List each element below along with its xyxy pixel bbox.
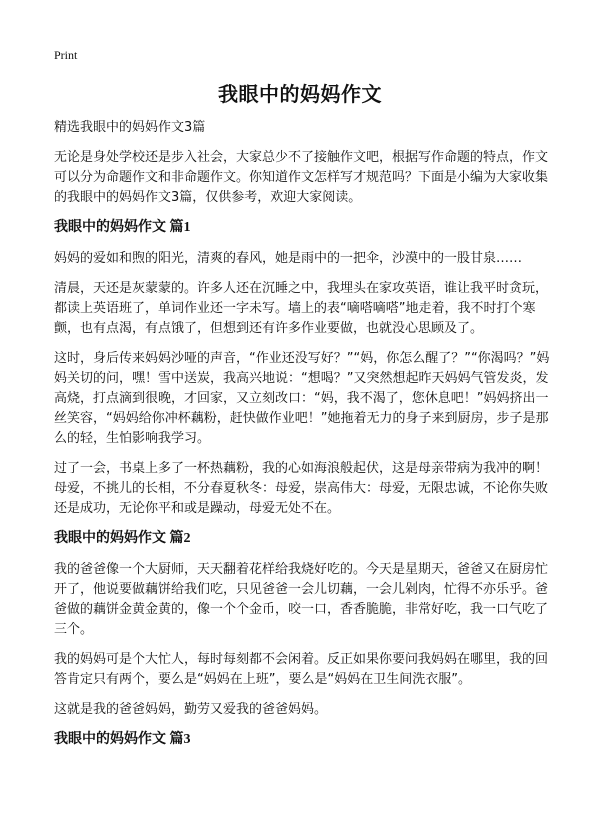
subtitle: 精选我眼中的妈妈作文3篇 [54,120,206,135]
paragraph: 我的妈妈可是个大忙人，每时每刻都不会闲着。反正如果你要问我妈妈在哪里，我的回答肯定只有两个，要么是“妈妈在上班”，要么是“妈妈在卫生间洗衣服”。 [54,652,549,687]
intro-paragraph: 无论是身处学校还是步入社会，大家总少不了接触作文吧，根据写作命题的特点，作文可以分为命题作文和非命题作文。你知道作文怎样写才规范吗？下面是小编为大家收集的我眼中的妈妈作文3篇，仅供参考，欢迎大家阅读。 [54,150,549,205]
paragraph: 这时，身后传来妈妈沙哑的声音，“作业还没写好？”“妈，你怎么醒了？”“你渴吗？”妈妈关切的问，嘿！雪中送炭，我高兴地说：“想喝？”又突然想起昨天妈妈气管发炎，发高烧，打点滴到很晚，才回家，又立刻改口：“妈，我不渴了，您休息吧！”妈妈挤出一丝笑容，“妈妈给你冲杯藕粉，赶快做作业吧！”她拖着无力的身子来到厨房，步子是那么的轻，生怕影响我学习。 [54,351,550,446]
section-heading: 我眼中的妈妈作文 篇2 [54,531,191,546]
paragraph: 我的爸爸像一个大厨师，天天翻着花样给我烧好吃的。今天是星期天，爸爸又在厨房忙开了，他说要做藕饼给我们吃，只见爸爸一会儿切藕，一会儿剁肉，忙得不亦乐乎。爸爸做的藕饼金黄金黄的，像一个个金币，咬一口，香香脆脆，非常好吃，我一口气吃了三个。 [54,562,549,637]
paragraph: 妈妈的爱如和煦的阳光，清爽的春风，她是雨中的一把伞，沙漠中的一股甘泉…… [54,251,523,266]
paragraph: 清晨，天还是灰蒙蒙的。许多人还在沉睡之中，我埋头在家攻英语，谁让我平时贪玩，都读上英语班了，单词作业还一字未写。墙上的表“嘀嗒嘀嗒”地走着，我不时打个寒颤，也有点渴，有点饿了，但想到还有许多作业要做，也就没心思顾及了。 [54,281,549,336]
section-heading: 我眼中的妈妈作文 篇3 [54,732,191,747]
article-body [54,118,550,761]
print-link[interactable]: Print [54,48,78,62]
page-title: 我眼中的妈妈作文 [218,82,382,106]
paragraph: 这就是我的爸爸妈妈，勤劳又爱我的爸爸妈妈。 [54,702,328,717]
paragraph: 过了一会，书桌上多了一杯热藕粉，我的心如海浪般起伏，这是母亲带病为我冲的啊！母爱，不挑儿的长相，不分春夏秋冬：母爱，崇高伟大：母爱，无限忠诚，不论你失败还是成功，无论你平和或是躁动，母爱无处不在。 [54,461,549,516]
section-heading: 我眼中的妈妈作文 篇1 [54,220,191,235]
